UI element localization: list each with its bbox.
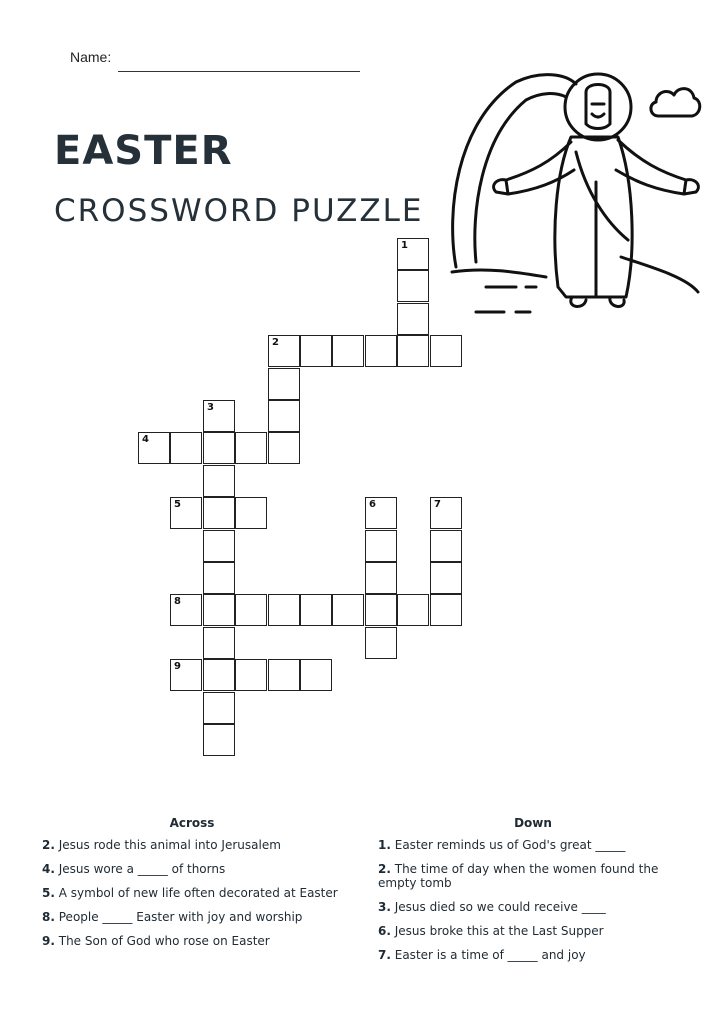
name-label: Name: [70,49,112,65]
grid-cell[interactable] [430,497,462,529]
grid-cell[interactable] [365,497,397,529]
grid-cell[interactable] [430,562,462,594]
grid-cell[interactable] [203,692,235,724]
grid-cell[interactable] [300,659,332,691]
across-clue-5: 5. A symbol of new life often decorated at Easter [42,886,338,900]
grid-cell[interactable] [332,335,364,367]
grid-cell[interactable] [138,432,170,464]
grid-cell[interactable] [365,562,397,594]
grid-cell[interactable] [203,400,235,432]
page-title: EASTER [54,128,233,174]
grid-cell[interactable] [397,335,429,367]
across-clue-8: 8. People _____ Easter with joy and worship [42,910,303,924]
clue-number: 9 [174,661,181,672]
grid-cell[interactable] [203,724,235,756]
grid-cell[interactable] [300,594,332,626]
grid-cell[interactable] [268,368,300,400]
grid-cell[interactable] [365,530,397,562]
down-column [378,816,688,972]
grid-cell[interactable] [300,335,332,367]
name-line[interactable] [118,71,360,72]
clue-number: 7 [434,499,441,510]
grid-cell[interactable] [203,594,235,626]
grid-cell[interactable] [268,659,300,691]
across-clue-4: 4. Jesus wore a _____ of thorns [42,862,226,876]
grid-cell[interactable] [235,659,267,691]
grid-cell[interactable] [235,497,267,529]
down-clue-7: 7. Easter is a time of _____ and joy [378,948,586,962]
clue-number: 6 [369,499,376,510]
grid-cell[interactable] [397,594,429,626]
grid-cell[interactable] [235,432,267,464]
clue-number: 1 [401,240,408,251]
grid-cell[interactable] [268,432,300,464]
grid-cell[interactable] [268,400,300,432]
down-clue-6: 6. Jesus broke this at the Last Supper [378,924,604,938]
clue-number: 8 [174,596,181,607]
down-clue-3: 3. Jesus died so we could receive ____ [378,900,606,914]
clue-number: 2 [272,337,279,348]
grid-cell[interactable] [365,627,397,659]
grid-cell[interactable] [430,530,462,562]
grid-cell[interactable] [397,238,429,270]
grid-cell[interactable] [203,497,235,529]
down-clue-2: 2. The time of day when the women found the empty tomb [378,862,659,890]
grid-cell[interactable] [268,594,300,626]
risen-jesus-illustration [446,62,706,318]
page-subtitle: CROSSWORD PUZZLE [54,193,424,229]
down-heading: Down [514,816,552,830]
clue-number: 3 [207,402,214,413]
grid-cell[interactable] [430,335,462,367]
grid-cell[interactable] [203,432,235,464]
grid-cell[interactable] [203,465,235,497]
clue-number: 4 [142,434,149,445]
grid-cell[interactable] [203,627,235,659]
clue-number: 5 [174,499,181,510]
grid-cell[interactable] [430,594,462,626]
grid-cell[interactable] [365,594,397,626]
grid-cell[interactable] [203,659,235,691]
grid-cell[interactable] [170,497,202,529]
grid-cell[interactable] [397,270,429,302]
across-heading: Across [169,816,215,830]
grid-cell[interactable] [397,303,429,335]
grid-cell[interactable] [203,562,235,594]
across-clue-9: 9. The Son of God who rose on Easter [42,934,270,948]
grid-cell[interactable] [268,335,300,367]
grid-cell[interactable] [332,594,364,626]
grid-cell[interactable] [365,335,397,367]
across-clue-2: 2. Jesus rode this animal into Jerusalem [42,838,281,852]
grid-cell[interactable] [170,594,202,626]
grid-cell[interactable] [235,594,267,626]
grid-cell[interactable] [170,432,202,464]
clues-panel [24,800,700,1000]
grid-cell[interactable] [203,530,235,562]
grid-cell[interactable] [170,659,202,691]
across-column [42,816,342,958]
down-clue-1: 1. Easter reminds us of God's great _____ [378,838,626,852]
